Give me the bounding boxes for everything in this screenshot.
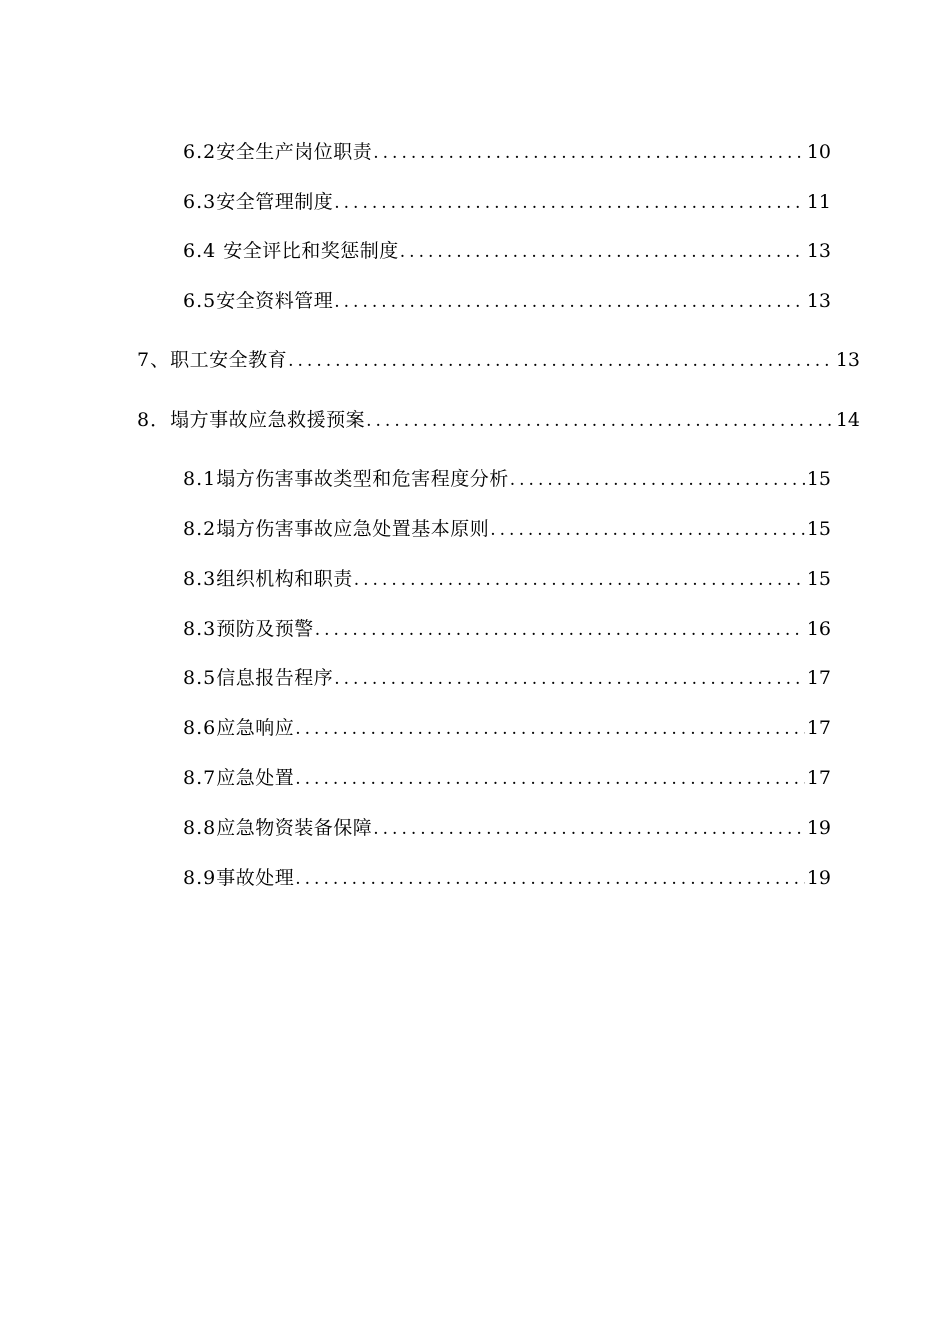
toc-entry-number: 8.7: [183, 767, 217, 789]
toc-entry-page: 16: [806, 618, 831, 640]
toc-entry-number: 8.5: [183, 667, 217, 689]
toc-entry-title: 安全资料管理: [216, 290, 334, 312]
toc-entry-page: 15: [806, 568, 831, 590]
toc-entry-6-2[interactable]: [183, 139, 831, 165]
toc-dot-leader: [295, 866, 805, 892]
toc-entry-page: 15: [806, 468, 831, 490]
toc-entry-8-8[interactable]: [183, 815, 831, 841]
toc-entry-title: 预防及预警: [216, 618, 314, 640]
toc-entry-7[interactable]: [137, 347, 860, 373]
toc-entry-number: 6.4: [183, 240, 224, 262]
toc-entry-8-7[interactable]: [183, 765, 831, 791]
toc-entry-page: 17: [806, 767, 831, 789]
toc-entry-title: 组织机构和职责: [216, 568, 353, 590]
toc-entry-title: 塌方伤害事故类型和危害程度分析: [216, 468, 509, 490]
toc-entry-6-4[interactable]: [183, 238, 831, 264]
toc-entry-number: 6.5: [183, 290, 217, 312]
toc-entry-8-3[interactable]: [183, 566, 831, 592]
toc-entry-title: 塌方伤害事故应急处置基本原则: [216, 518, 490, 540]
toc-entry-6-5[interactable]: [183, 288, 831, 314]
toc-entry-title: 安全管理制度: [216, 191, 334, 213]
toc-dot-leader: [295, 716, 805, 742]
toc-dot-leader: [334, 289, 805, 315]
toc-entry-number: 6.3: [183, 191, 217, 213]
toc-entry-number: 8.9: [183, 867, 217, 889]
toc-entry-page: 13: [835, 349, 860, 371]
toc-entry-title: 应急物资装备保障: [216, 817, 373, 839]
toc-entry-number: 8.1: [183, 468, 217, 490]
toc-dot-leader: [295, 766, 805, 792]
toc-entry-number: 7、: [137, 349, 171, 371]
toc-entry-number: 8.3: [183, 618, 217, 640]
toc-entry-6-3[interactable]: [183, 189, 831, 215]
toc-entry-page: 15: [806, 518, 831, 540]
toc-entry-title: 应急响应: [216, 717, 295, 739]
toc-entry-page: 13: [806, 240, 831, 262]
toc-dot-leader: [373, 816, 805, 842]
toc-entry-title: 职工安全教育: [170, 349, 288, 371]
toc-entry-8-5[interactable]: [183, 665, 831, 691]
toc-entry-title: 应急处置: [216, 767, 295, 789]
toc-entry-title: 信息报告程序: [216, 667, 334, 689]
toc-entry-number: 8．: [137, 409, 171, 431]
toc-entry-page: 11: [806, 191, 831, 213]
toc-entry-page: 17: [806, 717, 831, 739]
toc-entry-8-1[interactable]: [183, 466, 831, 492]
toc-entry-page: 17: [806, 667, 831, 689]
toc-entry-title: 塌方事故应急救援预案: [170, 409, 366, 431]
toc-entry-8-3b[interactable]: [183, 616, 831, 642]
toc-entry-number: 8.2: [183, 518, 217, 540]
toc-dot-leader: [334, 190, 805, 216]
toc-dot-leader: [354, 567, 805, 593]
toc-entry-number: 6.2: [183, 141, 217, 163]
toc-dot-leader: [315, 617, 805, 643]
toc-dot-leader: [366, 408, 834, 434]
toc-entry-8[interactable]: [137, 407, 860, 433]
toc-entry-number: 8.8: [183, 817, 217, 839]
toc-dot-leader: [334, 666, 805, 692]
toc-entry-title: 安全生产岗位职责: [216, 141, 373, 163]
toc-entry-page: 19: [806, 817, 831, 839]
toc-dot-leader: [288, 348, 834, 374]
toc-entry-title: 安全评比和奖惩制度: [223, 240, 399, 262]
toc-entry-page: 10: [806, 141, 831, 163]
toc-entry-8-2[interactable]: [183, 516, 831, 542]
toc-entry-page: 13: [806, 290, 831, 312]
toc-entry-title: 事故处理: [216, 867, 295, 889]
toc-dot-leader: [373, 140, 805, 166]
toc-dot-leader: [400, 239, 805, 265]
toc-entry-8-6[interactable]: [183, 715, 831, 741]
toc-entry-number: 8.6: [183, 717, 217, 739]
toc-entry-number: 8.3: [183, 568, 217, 590]
toc-entry-page: 14: [835, 409, 860, 431]
toc-entry-8-9[interactable]: [183, 865, 831, 891]
toc-dot-leader: [490, 517, 805, 543]
toc-dot-leader: [510, 467, 805, 493]
toc-entry-page: 19: [806, 867, 831, 889]
